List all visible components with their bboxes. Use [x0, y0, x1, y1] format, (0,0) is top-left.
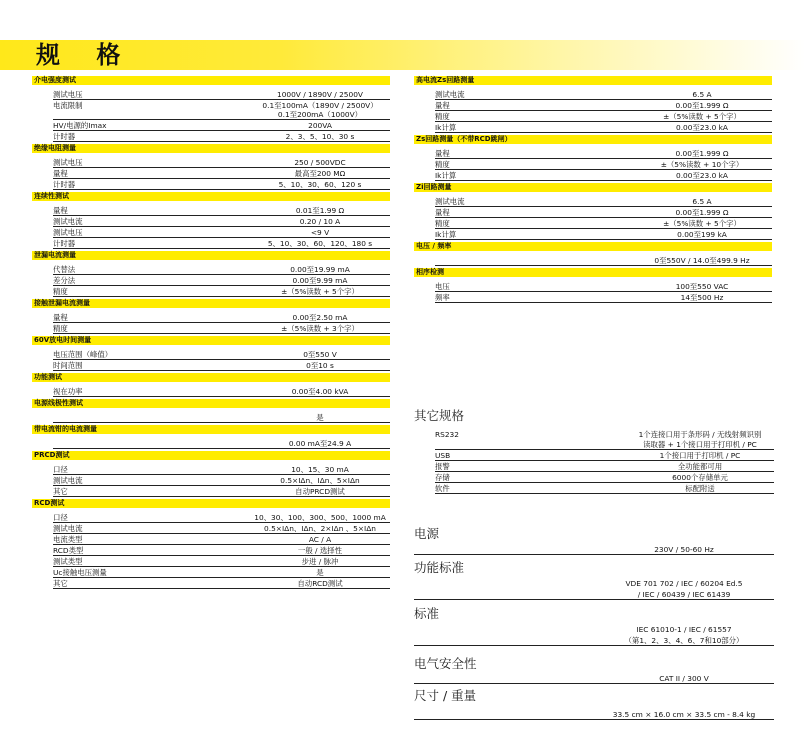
spec-value: ±（5%读数 + 5个字） [663, 219, 741, 228]
spec-value: 自动PRCD测试 [295, 487, 345, 496]
spec-row [53, 556, 390, 567]
spec-row [53, 227, 390, 238]
spec-row [435, 170, 772, 181]
spec-row [53, 578, 390, 589]
spec-row [435, 218, 772, 229]
spec-row [435, 281, 772, 292]
spec-value: 0.00至2.50 mA [292, 313, 348, 322]
spec-label: 测试电流 [53, 217, 83, 226]
standards-line: （第1、2、3、4、6、7和10部分） [414, 635, 774, 646]
other-spec-label: 报警 [435, 461, 450, 471]
other-spec-label: RS232 [435, 429, 459, 439]
spec-row [53, 157, 390, 168]
spec-value: ±（5%读数 + 5个字） [281, 287, 359, 296]
spec-value: 5、10、30、60、120 s [278, 180, 362, 189]
spec-value: 0至550V / 14.0至499.9 Hz [654, 256, 750, 265]
section-header: 介电强度测试 [32, 76, 390, 85]
dimensions-title: 尺寸 / 重量 [414, 688, 477, 703]
functional-standards-line: VDE 701 702 / IEC / 60204 Ed.5 [625, 578, 743, 588]
spec-label: 电压 [435, 282, 450, 291]
spec-value: 5、10、30、60、120、180 s [267, 239, 373, 248]
other-spec-value: 全功能都可用 [677, 461, 723, 471]
section-rows [32, 382, 390, 399]
spec-row [53, 475, 390, 486]
spec-value: 自动RCD测试 [297, 579, 343, 588]
spec-row [53, 545, 390, 556]
spec-value: ±（5%读数 + 3个字） [281, 324, 359, 333]
spec-row [53, 216, 390, 227]
spec-label: 量程 [53, 206, 68, 215]
spec-label: 测试类型 [53, 557, 83, 566]
spec-label: HV/电源的Imax [53, 121, 107, 130]
spec-label: Uc接触电压测量 [53, 568, 107, 577]
spec-label: Ik计算 [435, 171, 457, 180]
spec-value-line2: 0.1至200mA（1000V） [277, 110, 363, 119]
spec-label: 测试电流 [53, 476, 83, 485]
spec-value: 10、15、30 mA [291, 465, 349, 474]
spec-row [53, 275, 390, 286]
spec-row [435, 89, 772, 100]
spec-label: 频率 [435, 293, 450, 302]
functional-standards-line: / IEC / 60439 / IEC 61439 [414, 589, 774, 600]
spec-row [53, 412, 390, 423]
section-rows [32, 408, 390, 425]
spec-label: 测试电压 [53, 228, 83, 237]
section-rows [32, 153, 390, 192]
section-header: Zs回路测量（不带RCD跳闸） [414, 135, 772, 144]
spec-value: 0.00至9.99 mA [292, 276, 348, 285]
section-header: 泄漏电流测量 [32, 251, 390, 260]
section-header: 接触泄漏电流测量 [32, 299, 390, 308]
spec-value: <9 V [310, 228, 330, 237]
spec-row [435, 122, 772, 133]
spec-label: 精度 [435, 219, 450, 228]
spec-label: 代替法 [53, 265, 76, 274]
power-block [414, 528, 774, 555]
spec-value: 10、30、100、300、500、1000 mA [254, 513, 386, 522]
spec-value: 0.00至1.999 Ω [675, 101, 729, 110]
spec-label: 时间范围 [53, 361, 83, 370]
spec-label: 精度 [435, 160, 450, 169]
spec-row [53, 131, 390, 142]
power-line: 230V / 50-60 Hz [414, 544, 774, 555]
other-spec-label: 软件 [435, 483, 450, 493]
spec-row [53, 349, 390, 360]
spec-value: 0.00至1.999 Ω [675, 149, 729, 158]
other-spec-value: 1个连接口用于条形码 / 无线射频识别 [638, 429, 762, 439]
dimensions-block [414, 690, 774, 720]
standards-block [414, 608, 774, 646]
other-spec-label: USB [435, 450, 451, 460]
section-rows [414, 85, 772, 135]
spec-value: 6.5 A [692, 197, 712, 206]
spec-value: 0.00至1.999 Ω [675, 208, 729, 217]
spec-value: 0.01至1.99 Ω [295, 206, 345, 215]
spec-row [53, 100, 390, 120]
standards-line: IEC 61010-1 / IEC / 61557 [636, 624, 732, 634]
section-rows [32, 201, 390, 251]
other-spec-value-line2: 读取器 + 1个接口用于打印机 / PC [643, 439, 757, 449]
spec-value: 0.00至23.0 kA [676, 123, 728, 132]
section-rows [32, 260, 390, 299]
section-header: 60V放电时间测量 [32, 336, 390, 345]
spec-value: 步进 / 脉冲 [301, 557, 339, 566]
spec-value: 0.5×IΔn、IΔn、5×IΔn [280, 476, 360, 485]
spec-value: 14至500 Hz [680, 293, 724, 302]
spec-label: 精度 [53, 287, 68, 296]
section-header: PRCD测试 [32, 451, 390, 460]
spec-row [435, 159, 772, 170]
spec-value: 6.5 A [692, 90, 712, 99]
spec-value: 0.00至4.00 kVA [291, 387, 349, 396]
other-spec-row [435, 483, 774, 494]
spec-value: AC / A [308, 535, 332, 544]
section-rows [32, 85, 390, 144]
section-rows [32, 460, 390, 499]
spec-label: Ik计算 [435, 123, 457, 132]
spec-row [53, 205, 390, 216]
other-specs-block [414, 410, 774, 494]
spec-label: 测试电压 [53, 90, 83, 99]
section-rows [414, 277, 772, 305]
spec-value: 0.00至199 kA [677, 230, 727, 239]
spec-row [53, 312, 390, 323]
spec-label: 量程 [53, 169, 68, 178]
power-title: 电源 [414, 526, 440, 541]
spec-row [53, 523, 390, 534]
spec-label: 精度 [435, 112, 450, 121]
spec-label: 电压范围（峰值） [53, 350, 113, 359]
section-header: 高电流Zs回路测量 [414, 76, 772, 85]
spec-row [435, 229, 772, 240]
spec-row [435, 100, 772, 111]
page-title: 规 格 [36, 41, 135, 69]
other-spec-value: 标配附送 [685, 483, 715, 493]
spec-row [53, 386, 390, 397]
spec-row [435, 255, 772, 266]
section-header: 连续性测试 [32, 192, 390, 201]
spec-value: 250 / 500VDC [294, 158, 346, 167]
spec-row [53, 567, 390, 578]
spec-value: 200VA [308, 121, 332, 130]
spec-row [435, 207, 772, 218]
spec-label: 测试电流 [435, 90, 465, 99]
section-header: 功能测试 [32, 373, 390, 382]
spec-value: 0.00至19.99 mA [290, 265, 350, 274]
spec-value: 0.1至100mA（1890V / 2500V） [262, 101, 378, 110]
section-rows [414, 192, 772, 242]
spec-row [53, 438, 390, 449]
spec-value: 是 [316, 413, 324, 422]
spec-value: 是 [316, 568, 324, 577]
spec-label: 量程 [435, 208, 450, 217]
spec-row [53, 89, 390, 100]
spec-row [435, 111, 772, 122]
spec-value: 0.20 / 10 A [299, 217, 341, 226]
spec-row [53, 534, 390, 545]
spec-label: 口径 [53, 513, 68, 522]
spec-label: 计时器 [53, 239, 76, 248]
section-header: 相序检测 [414, 268, 772, 277]
spec-label: 电流限制 [53, 101, 83, 110]
spec-label: 测试电流 [53, 524, 83, 533]
left-spec-column [32, 76, 390, 591]
spec-row [53, 464, 390, 475]
spec-label: RCD类型 [53, 546, 84, 555]
section-header: 电源线极性测试 [32, 399, 390, 408]
section-rows [414, 251, 772, 268]
spec-label: Ik计算 [435, 230, 457, 239]
spec-value: 0至550 V [303, 350, 337, 359]
spec-row [435, 196, 772, 207]
section-rows [32, 308, 390, 336]
spec-value: 0.00至23.0 kA [676, 171, 728, 180]
spec-value: 最高至200 MΩ [294, 169, 346, 178]
other-spec-row [435, 450, 774, 461]
section-rows [32, 508, 390, 591]
other-spec-row [435, 429, 774, 450]
electrical-safety-block [414, 658, 774, 684]
section-header: RCD测试 [32, 499, 390, 508]
other-spec-label: 存储 [435, 472, 450, 482]
section-rows [32, 434, 390, 451]
section-rows [32, 345, 390, 373]
spec-label: 量程 [53, 313, 68, 322]
spec-value: 0.00 mA至24.9 A [288, 439, 352, 448]
spec-label: 量程 [435, 149, 450, 158]
spec-label: 量程 [435, 101, 450, 110]
spec-row [53, 238, 390, 249]
spec-row [53, 168, 390, 179]
spec-row [435, 292, 772, 303]
other-specs-rows [414, 429, 774, 494]
other-spec-row [435, 472, 774, 483]
other-spec-row [435, 461, 774, 472]
spec-value: 2、3、5、10、30 s [285, 132, 355, 141]
electrical-safety-title: 电气安全性 [414, 656, 477, 671]
spec-label: 计时器 [53, 132, 76, 141]
spec-row [435, 148, 772, 159]
spec-label: 视在功率 [53, 387, 83, 396]
spec-label: 电流类型 [53, 535, 83, 544]
functional-standards-title: 功能标准 [414, 560, 465, 575]
spec-value: 100至550 VAC [675, 282, 729, 291]
spec-row [53, 512, 390, 523]
spec-label: 测试电流 [435, 197, 465, 206]
dimensions-line: 33.5 cm × 16.0 cm × 33.5 cm - 8.4 kg [414, 709, 774, 720]
spec-row [53, 286, 390, 297]
section-header: 电压 / 频率 [414, 242, 772, 251]
spec-value: 一般 / 选择性 [297, 546, 343, 555]
spec-label: 计时器 [53, 180, 76, 189]
right-spec-column [414, 76, 772, 305]
other-spec-value: 6000个存储单元 [672, 472, 728, 482]
spec-label: 口径 [53, 465, 68, 474]
spec-label: 其它 [53, 579, 68, 588]
electrical-safety-line: CAT II / 300 V [414, 673, 774, 684]
spec-value: 0.5×IΔn、IΔn、2×IΔn 、5×IΔn [264, 524, 376, 533]
section-header: 绝缘电阻测量 [32, 144, 390, 153]
spec-value: ±（5%读数 + 10个字） [660, 160, 744, 169]
spec-label: 其它 [53, 487, 68, 496]
spec-value: 0至10 s [306, 361, 334, 370]
spec-row [53, 323, 390, 334]
other-specs-title: 其它规格 [414, 408, 465, 423]
spec-row [53, 120, 390, 131]
section-rows [414, 144, 772, 183]
spec-row [53, 486, 390, 497]
other-spec-value: 1个接口用于打印机 / PC [659, 450, 741, 460]
spec-row [53, 179, 390, 190]
spec-label: 精度 [53, 324, 68, 333]
spec-value: ±（5%读数 + 5个字） [663, 112, 741, 121]
section-header: 带电流钳的电流测量 [32, 425, 390, 434]
functional-standards-block [414, 562, 774, 600]
spec-row [53, 360, 390, 371]
spec-row [53, 264, 390, 275]
spec-label: 测试电压 [53, 158, 83, 167]
standards-title: 标准 [414, 606, 440, 621]
spec-label: 差分法 [53, 276, 76, 285]
spec-value: 1000V / 1890V / 2500V [277, 90, 363, 99]
section-header: Zi回路测量 [414, 183, 772, 192]
